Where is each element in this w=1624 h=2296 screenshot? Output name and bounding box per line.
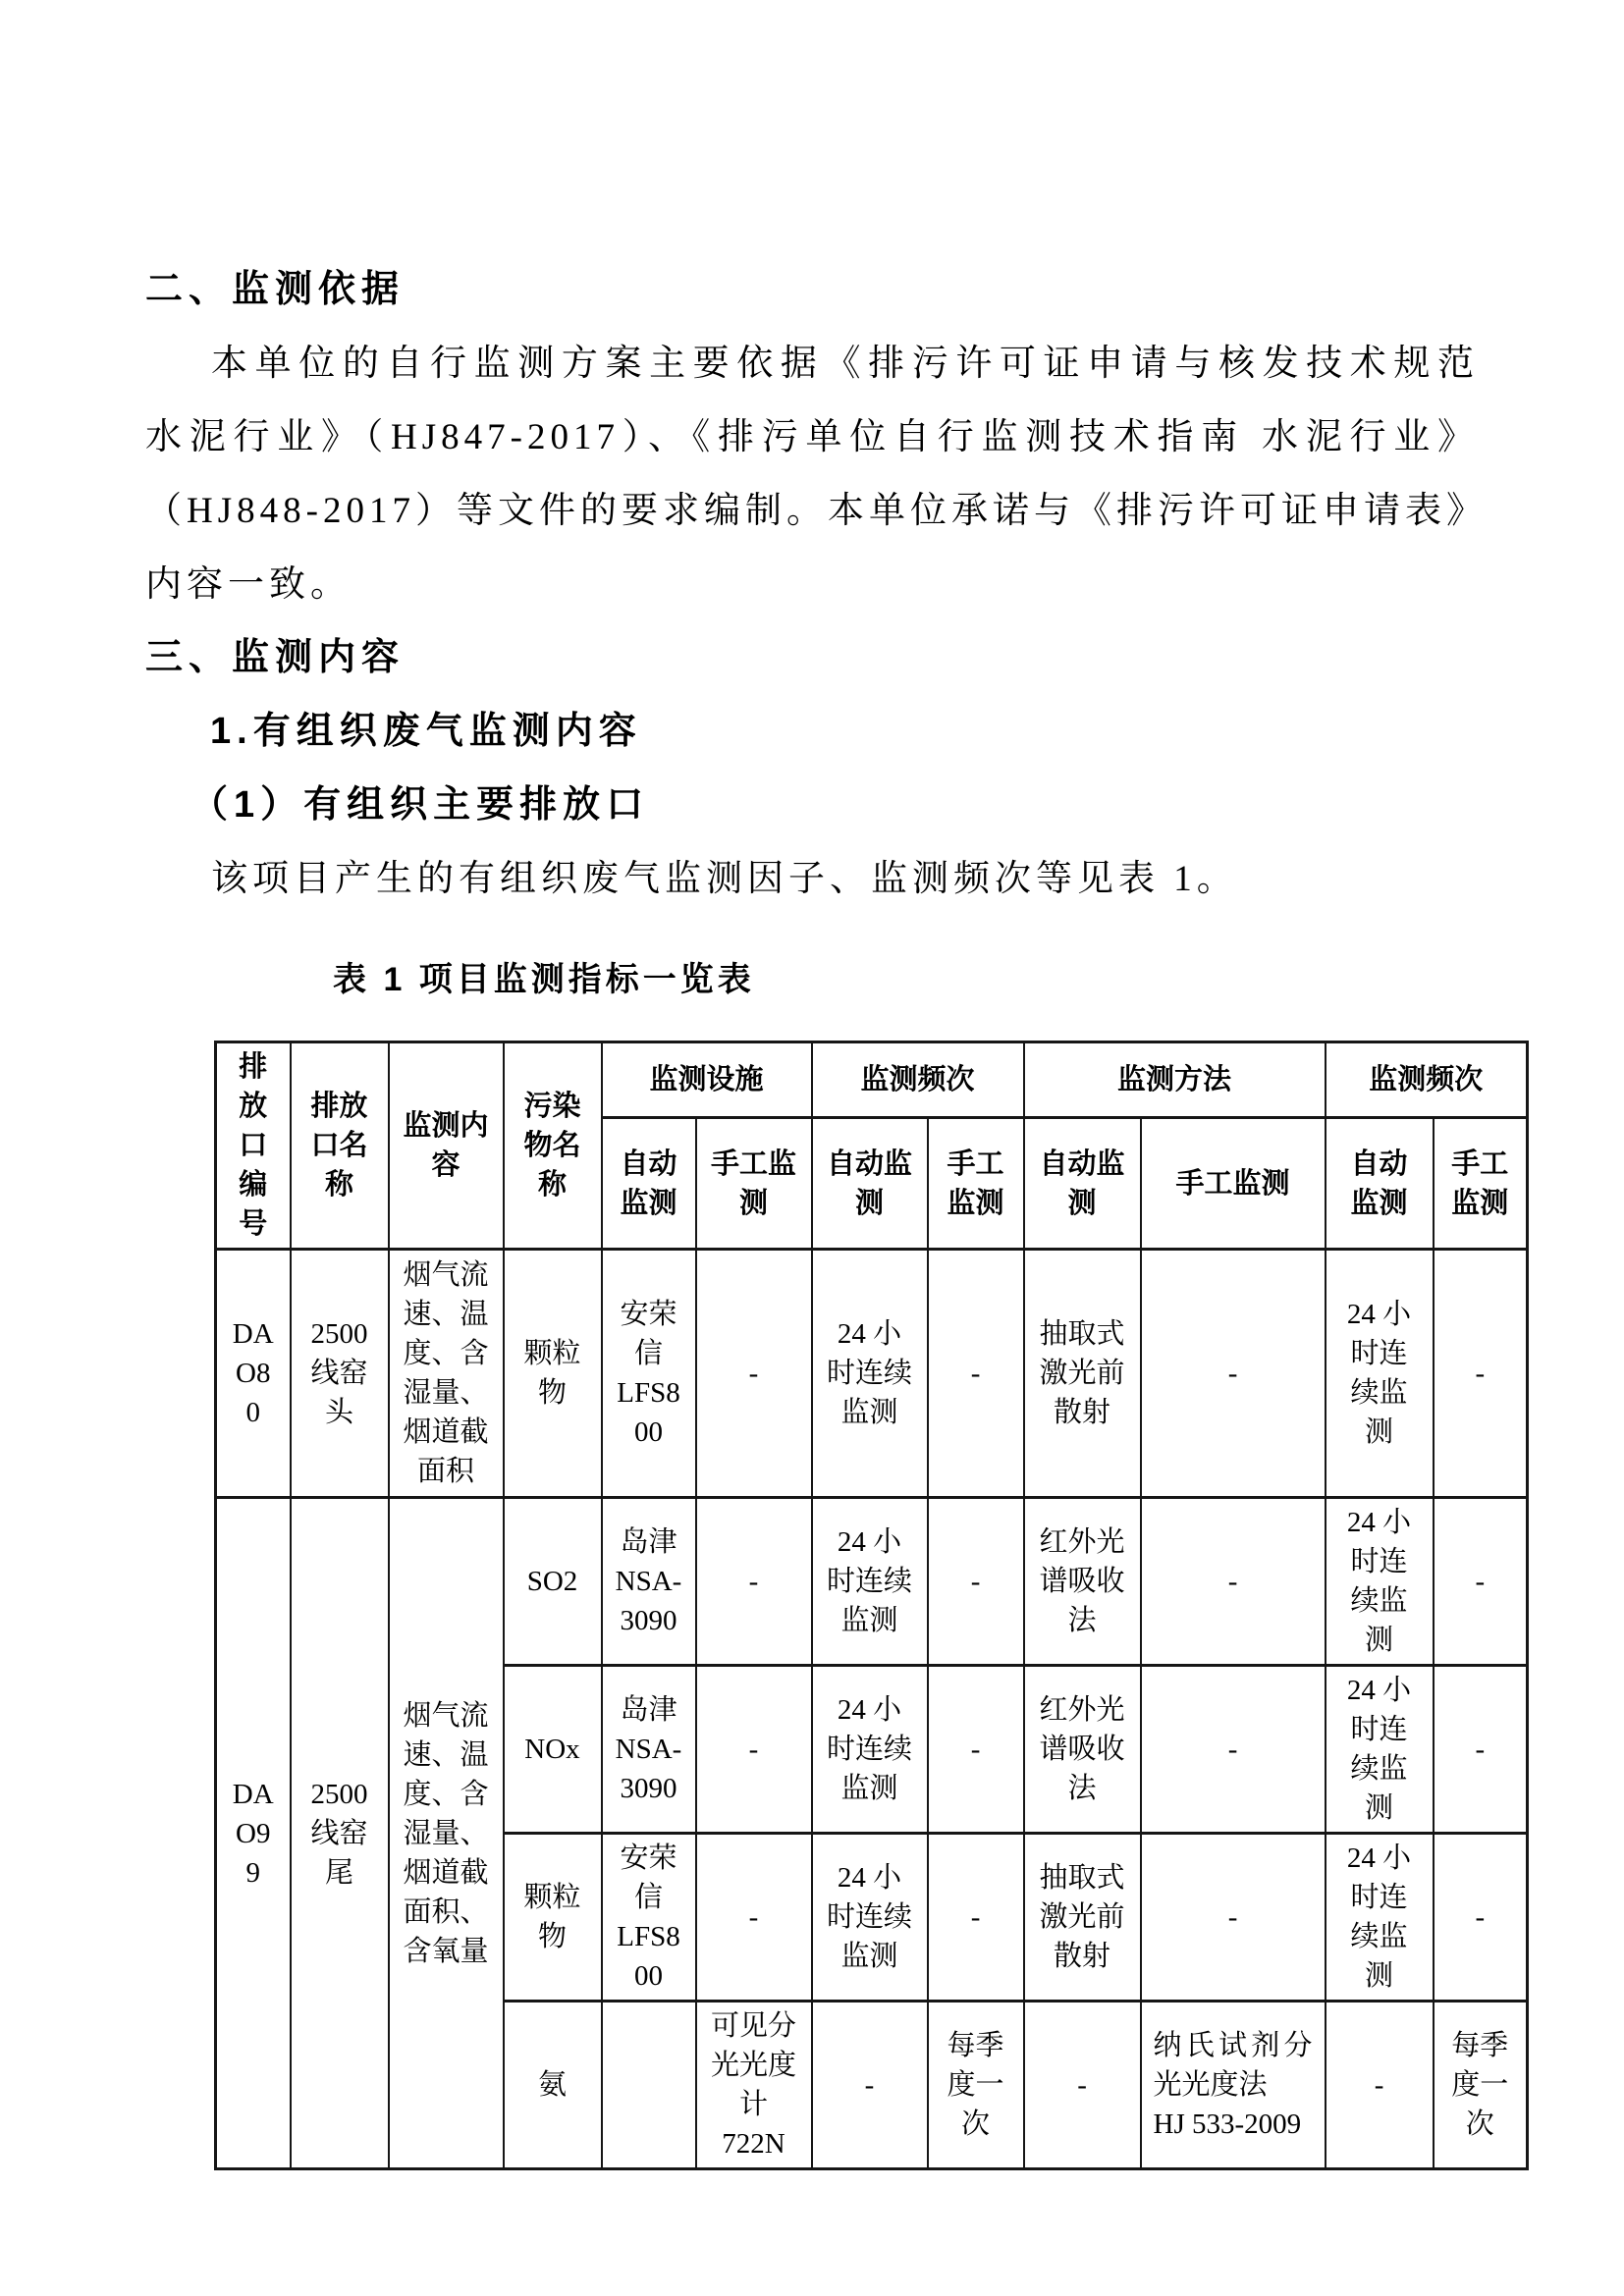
cell-method-auto: - — [1024, 2002, 1141, 2169]
header-frequency-manual: 手工监测 — [928, 1118, 1024, 1250]
header-facility-manual: 手工监测 — [696, 1118, 812, 1250]
cell-pollutant: SO2 — [504, 1498, 602, 1666]
section-heading-monitoring-content: 三、监测内容 — [145, 637, 406, 678]
table-header-row-groups — [216, 1042, 1528, 1118]
method-manual-line: 纳氏试剂分光光度法 — [1153, 2030, 1313, 2101]
cell-frequency-auto: 24 小时连续监测 — [812, 1250, 928, 1498]
cell-outlet-id: DAO80 — [216, 1250, 291, 1498]
cell-frequency-auto: 24 小时连续监测 — [812, 1666, 928, 1834]
header-group-facility: 监测设施 — [602, 1042, 812, 1118]
cell-method-manual: - — [1141, 1498, 1326, 1666]
cell-facility-manual: - — [696, 1666, 812, 1834]
cell-method-auto: 红外光谱吸收法 — [1024, 1498, 1141, 1666]
header-outlet-id: 排放口编号 — [216, 1042, 291, 1250]
header-facility-auto: 自动监测 — [602, 1118, 696, 1250]
table-title: 表 1 项目监测指标一览表 — [333, 961, 755, 998]
header-group-frequency-2: 监测频次 — [1326, 1042, 1528, 1118]
cell-method-manual: - — [1141, 1250, 1326, 1498]
cell-pollutant: 颗粒物 — [504, 1250, 602, 1498]
cell-pollutant: 颗粒物 — [504, 1834, 602, 2002]
method-manual-line: HJ 533-2009 — [1153, 2109, 1302, 2140]
header-frequency-auto: 自动监测 — [812, 1118, 928, 1250]
header-pollutant-name: 污染物名称 — [504, 1042, 602, 1250]
cell-monitor-content: 烟气流速、温度、含湿量、烟道截面积 — [389, 1250, 504, 1498]
cell-method-auto: 红外光谱吸收法 — [1024, 1666, 1141, 1834]
cell-facility-manual: - — [696, 1834, 812, 2002]
cell-frequency2-auto: - — [1326, 2002, 1434, 2169]
cell-method-manual — [1141, 2002, 1326, 2169]
cell-frequency2-manual: - — [1434, 1250, 1528, 1498]
cell-frequency-manual: 每季度一次 — [928, 2002, 1024, 2169]
cell-frequency2-auto: 24 小时连续监测 — [1326, 1834, 1434, 2002]
cell-facility-auto: 岛津NSA-3090 — [602, 1498, 696, 1666]
header-group-method: 监测方法 — [1024, 1042, 1326, 1118]
paragraph-table-reference: 该项目产生的有组织废气监测因子、监测频次等见表 1。 — [211, 859, 1238, 899]
cell-method-auto: 抽取式激光前散射 — [1024, 1834, 1141, 2002]
cell-outlet-id: DAO99 — [216, 1498, 291, 2169]
table-row — [216, 1498, 1528, 1666]
cell-frequency2-manual: 每季度一次 — [1434, 2002, 1528, 2169]
section-heading-monitoring-basis: 二、监测依据 — [145, 269, 406, 310]
cell-outlet-name: 2500线窑头 — [291, 1250, 389, 1498]
cell-facility-auto: 安荣信LFS800 — [602, 1834, 696, 2002]
header-method-manual: 手工监测 — [1141, 1118, 1326, 1250]
cell-method-auto: 抽取式激光前散射 — [1024, 1250, 1141, 1498]
paragraph-line: 水泥行业》（HJ847-2017）、《排污单位自行监测技术指南 水泥行业》 — [145, 417, 1479, 457]
cell-frequency-auto: 24 小时连续监测 — [812, 1498, 928, 1666]
paragraph-line: 内容一致。 — [145, 564, 352, 605]
sub-heading-organized-waste-gas: 1.有组织废气监测内容 — [210, 711, 642, 752]
paragraph-line: （HJ848-2017）等文件的要求编制。本单位承诺与《排污许可证申请表》 — [145, 491, 1488, 531]
cell-frequency-manual: - — [928, 1834, 1024, 2002]
header-frequency2-auto: 自动监测 — [1326, 1118, 1434, 1250]
cell-frequency-manual: - — [928, 1250, 1024, 1498]
cell-facility-manual: 可见分光光度计 722N — [696, 2002, 812, 2169]
cell-method-manual: - — [1141, 1834, 1326, 2002]
cell-facility-manual: - — [696, 1250, 812, 1498]
header-monitor-content: 监测内容 — [389, 1042, 504, 1250]
cell-outlet-name: 2500线窑尾 — [291, 1498, 389, 2169]
cell-monitor-content: 烟气流速、温度、含湿量、烟道截面积、含氧量 — [389, 1498, 504, 2169]
cell-frequency2-manual: - — [1434, 1834, 1528, 2002]
cell-frequency-manual: - — [928, 1666, 1024, 1834]
header-method-auto: 自动监测 — [1024, 1118, 1141, 1250]
cell-pollutant: 氨 — [504, 2002, 602, 2169]
paragraph-line: 本单位的自行监测方案主要依据《排污许可证申请与核发技术规范 — [211, 344, 1479, 384]
cell-facility-auto — [602, 2002, 696, 2169]
cell-frequency2-auto: 24 小时连续监测 — [1326, 1498, 1434, 1666]
header-group-frequency: 监测频次 — [812, 1042, 1024, 1118]
cell-frequency-auto: - — [812, 2002, 928, 2169]
cell-frequency2-auto: 24 小时连续监测 — [1326, 1250, 1434, 1498]
cell-frequency2-auto: 24 小时连续监测 — [1326, 1666, 1434, 1834]
cell-facility-manual: - — [696, 1498, 812, 1666]
header-frequency2-manual: 手工监测 — [1434, 1118, 1528, 1250]
paragraph-monitoring-basis — [145, 327, 1488, 621]
cell-method-manual: - — [1141, 1666, 1326, 1834]
cell-frequency-manual: - — [928, 1498, 1024, 1666]
cell-facility-auto: 安荣信LFS800 — [602, 1250, 696, 1498]
table-row — [216, 1250, 1528, 1498]
sub-heading-main-outlets: （1）有组织主要排放口 — [190, 784, 650, 826]
cell-facility-auto: 岛津NSA-3090 — [602, 1666, 696, 1834]
cell-frequency-auto: 24 小时连续监测 — [812, 1834, 928, 2002]
monitoring-indicators-table — [214, 1041, 1529, 2170]
cell-frequency2-manual: - — [1434, 1666, 1528, 1834]
header-outlet-name: 排放口名称 — [291, 1042, 389, 1250]
cell-frequency2-manual: - — [1434, 1498, 1528, 1666]
cell-pollutant: NOx — [504, 1666, 602, 1834]
